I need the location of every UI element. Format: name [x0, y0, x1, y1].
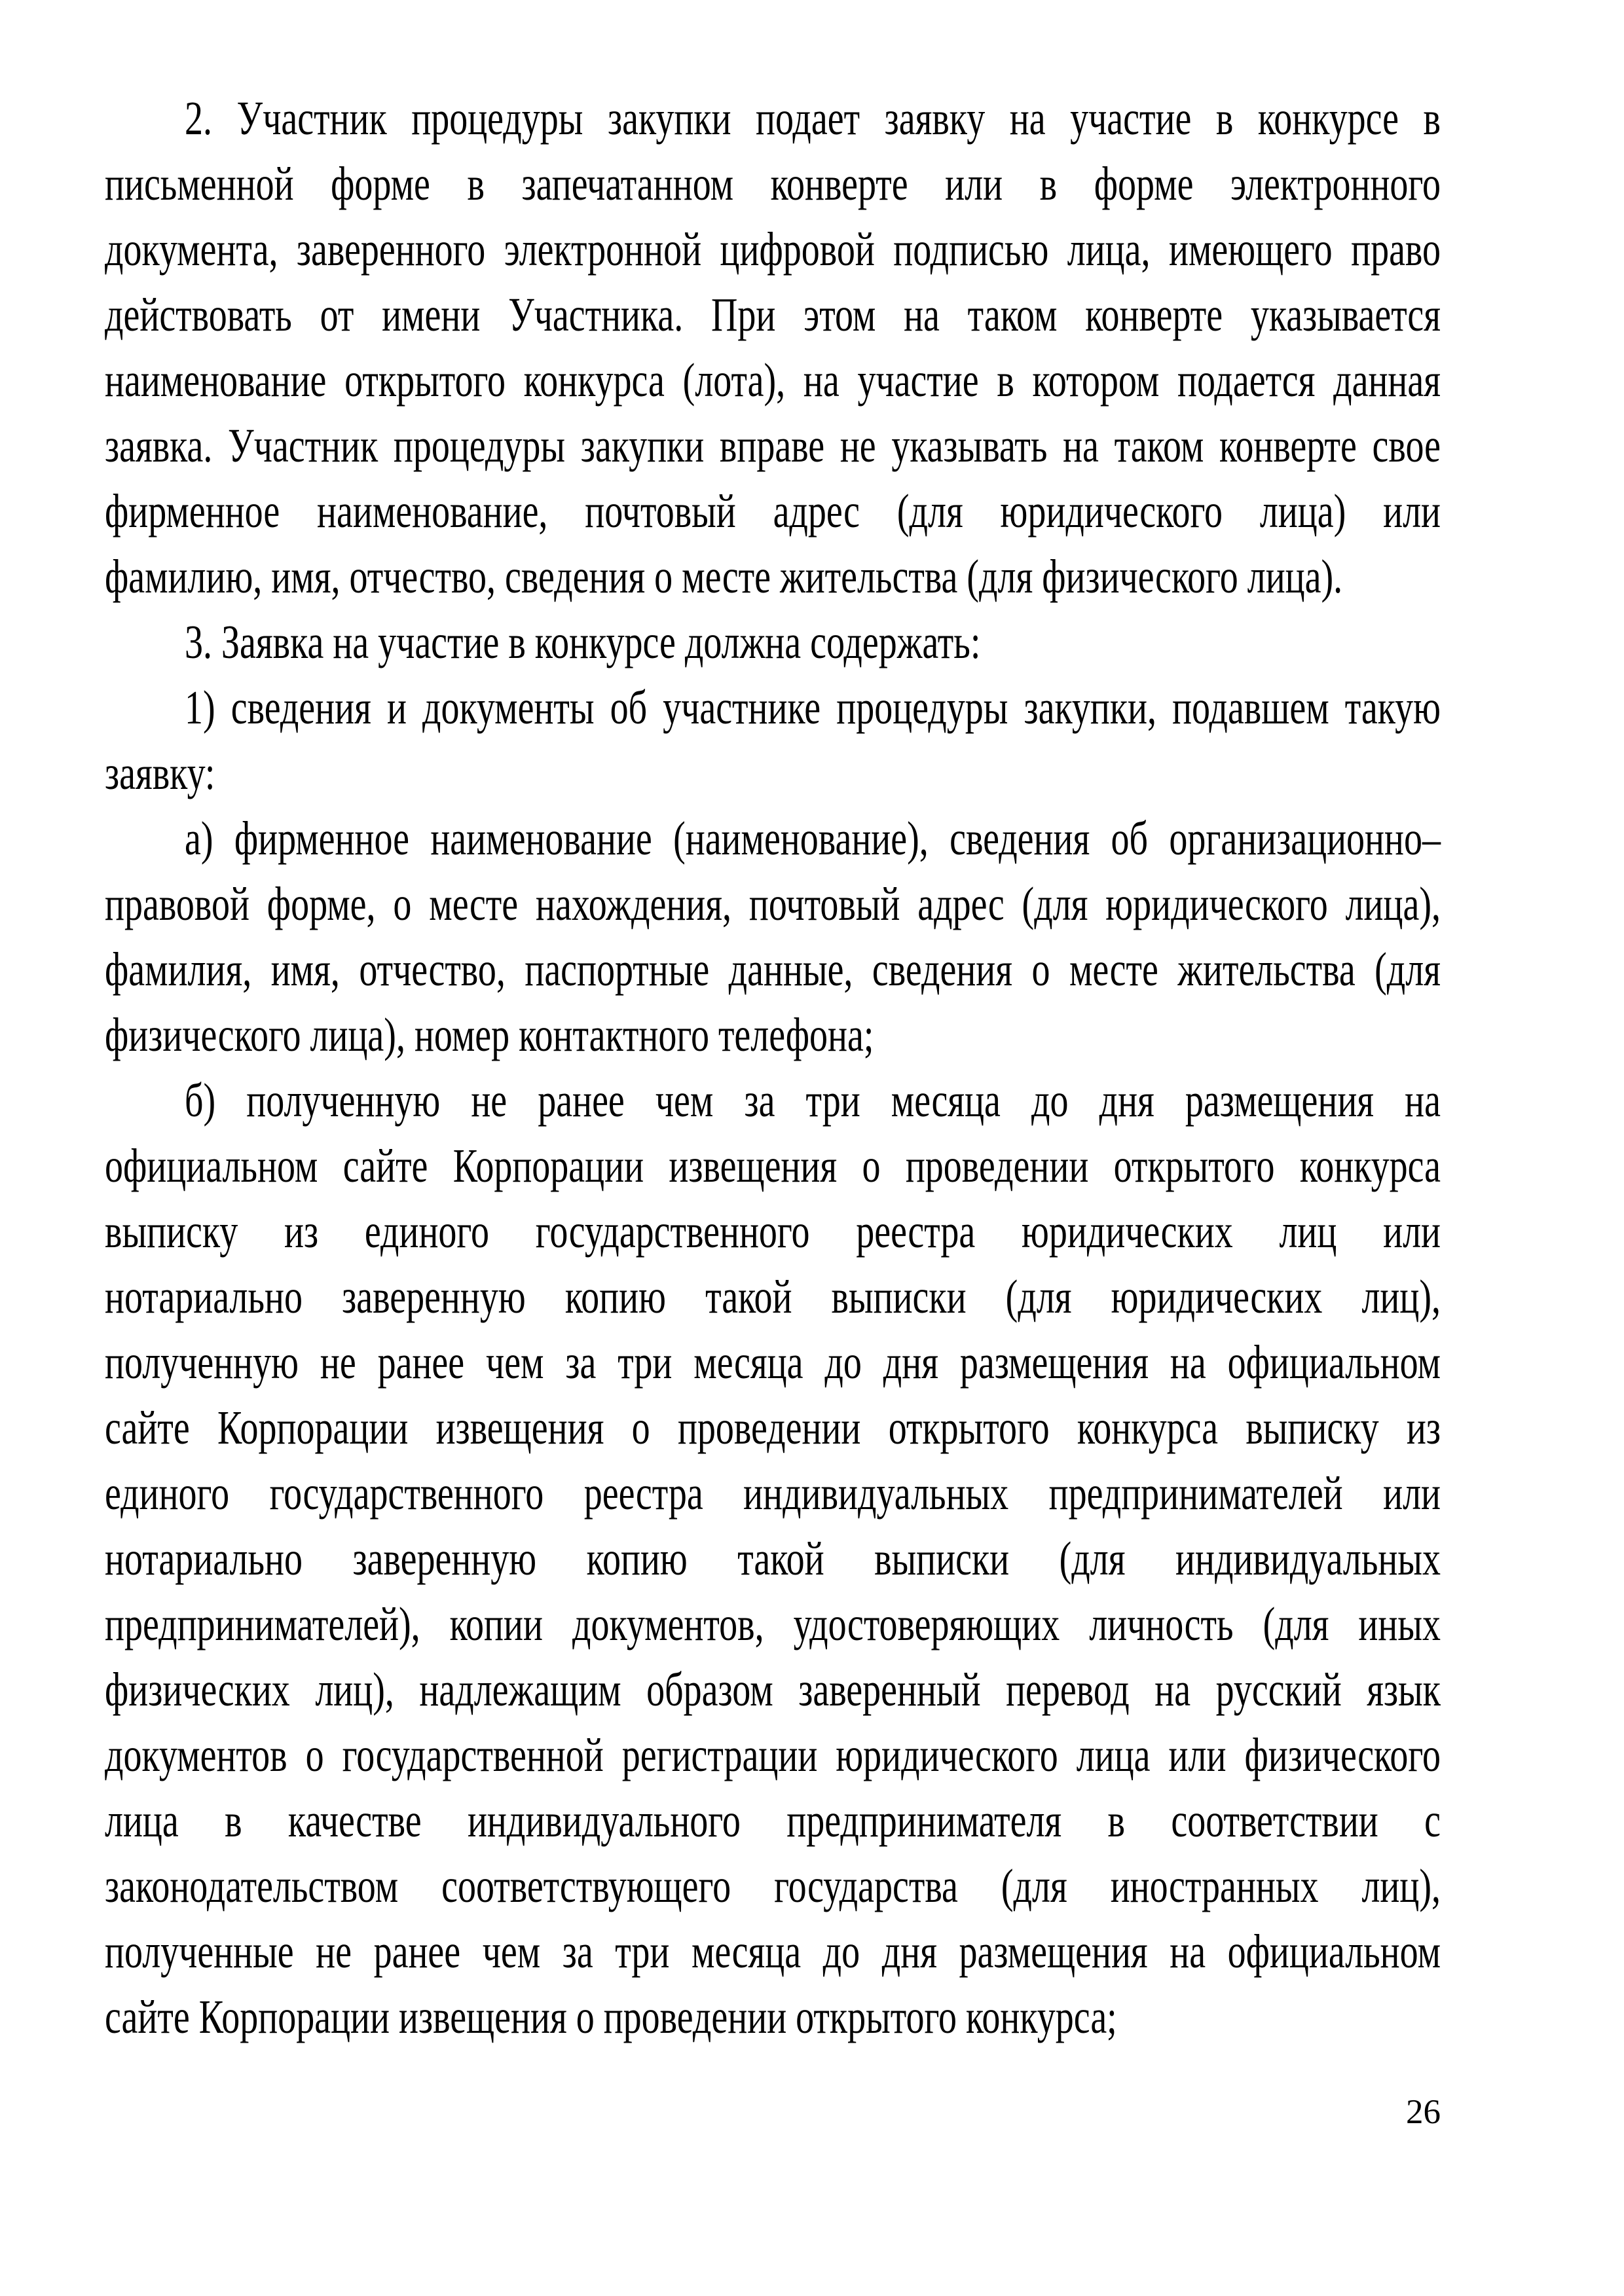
text-line: 3. Заявка на участие в конкурсе должна содержать:	[185, 616, 981, 669]
text-line: предпринимателей), копии документов, удостоверяющих личность (для иных	[105, 1598, 1441, 1651]
text-line: физических лиц), надлежащим образом заверенный перевод на русский язык	[105, 1664, 1441, 1717]
text-line: фамилия, имя, отчество, паспортные данные, сведения о месте жительства (для	[105, 943, 1441, 996]
text-line: нотариально заверенную копию такой выписки (для индивидуальных	[105, 1533, 1441, 1586]
text-line: сайте Корпорации извещения о проведении открытого конкурса;	[105, 1991, 1117, 2044]
text-line: документов о государственной регистрации юридического лица или физического	[105, 1729, 1441, 1782]
text-line: выписку из единого государственного реестра юридических лиц или	[105, 1205, 1441, 1258]
text-line: физического лица), номер контактного телефона;	[105, 1009, 874, 1062]
text-line: официальном сайте Корпорации извещения о проведении открытого конкурса	[105, 1140, 1441, 1193]
text-line: действовать от имени Участника. При этом на таком конверте указывается	[105, 289, 1441, 342]
text-line: полученные не ранее чем за три месяца до дня размещения на официальном	[105, 1925, 1441, 1978]
page-number: 26	[1406, 2093, 1441, 2131]
text-line: 2. Участник процедуры закупки подает заявку на участие в конкурсе в	[185, 92, 1441, 145]
text-line: полученную не ранее чем за три месяца до дня размещения на официальном	[105, 1336, 1441, 1389]
paragraph	[105, 1072, 1441, 2054]
text-line: б) полученную не ранее чем за три месяца до дня размещения на	[185, 1074, 1441, 1127]
paragraph	[105, 680, 1441, 811]
text-line: фирменное наименование, почтовый адрес (для юридического лица) или	[105, 485, 1441, 538]
text-line: сайте Корпорации извещения о проведении открытого конкурса выписку из	[105, 1402, 1441, 1455]
text-line: нотариально заверенную копию такой выписки (для юридических лиц),	[105, 1271, 1441, 1324]
text-line: правовой форме, о месте нахождения, почтовый адрес (для юридического лица),	[105, 878, 1441, 931]
text-line: лица в качестве индивидуального предпринимателя в соответствии с	[105, 1795, 1441, 1848]
text-line: документа, заверенного электронной цифровой подписью лица, имеющего право	[105, 223, 1441, 276]
text-line: заявку:	[105, 747, 215, 800]
text-line: законодательством соответствующего государства (для иностранных лиц),	[105, 1860, 1441, 1913]
text-line: наименование открытого конкурса (лота), на участие в котором подается данная	[105, 354, 1441, 407]
text-line: 1) сведения и документы об участнике процедуры закупки, подавшем такую	[185, 682, 1441, 735]
text-line: единого государственного реестра индивидуальных предпринимателей или	[105, 1467, 1441, 1520]
text-line: а) фирменное наименование (наименование), сведения об организационно–	[185, 812, 1441, 866]
paragraph	[105, 90, 1441, 614]
text-column	[105, 90, 1441, 2054]
paragraph	[105, 811, 1441, 1072]
text-line: заявка. Участник процедуры закупки вправе не указывать на таком конверте свое	[105, 420, 1441, 473]
text-line: фамилию, имя, отчество, сведения о месте жительства (для физического лица).	[105, 551, 1343, 604]
text-line: письменной форме в запечатанном конверте или в форме электронного	[105, 158, 1441, 211]
